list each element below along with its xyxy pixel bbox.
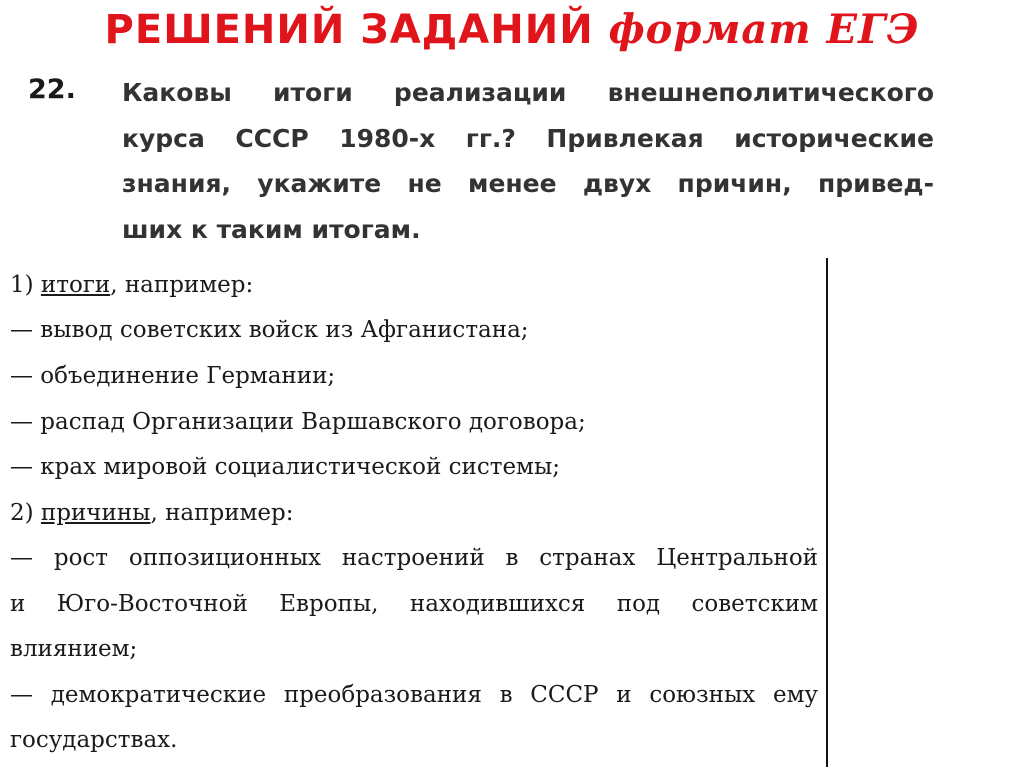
results-heading: 1) итоги, например: [10,272,254,298]
cause-line: государствах. [10,727,178,753]
cause-line: и Юго-Восточной Европы, находившихся под советским [10,591,818,617]
question-line: Каковы итоги реализации внешнеполитического [122,78,934,107]
question-line: ших к таким итогам. [122,214,421,244]
page-title [0,6,1024,53]
question-line: знания, укажите не менее двух причин, привед- [122,169,934,198]
cause-line: — демократические преобразования в СССР и союзных ему [10,682,818,708]
causes-heading: 2) причины, например: [10,500,294,526]
result-item: — объединение Германии; [10,363,336,389]
question-text [122,70,934,252]
cause-line: влиянием; [10,636,138,662]
cause-line: — рост оппозиционных настроений в странах Центральной [10,545,818,571]
title-main: РЕШЕНИЙ ЗАДАНИЙ [104,7,594,53]
result-item: — распад Организации Варшавского договора; [10,409,586,435]
answer-box [0,258,828,767]
causes-word: причины [40,500,151,526]
result-item: — вывод советских войск из Афганистана; [10,317,529,343]
question-line: курса СССР 1980-х гг.? Привлекая исторические [122,123,934,153]
results-word: итоги [40,272,111,298]
question-number: 22. [28,74,76,105]
title-tail: формат ЕГЭ [608,6,920,53]
result-item: — крах мировой социалистической системы; [10,454,561,480]
